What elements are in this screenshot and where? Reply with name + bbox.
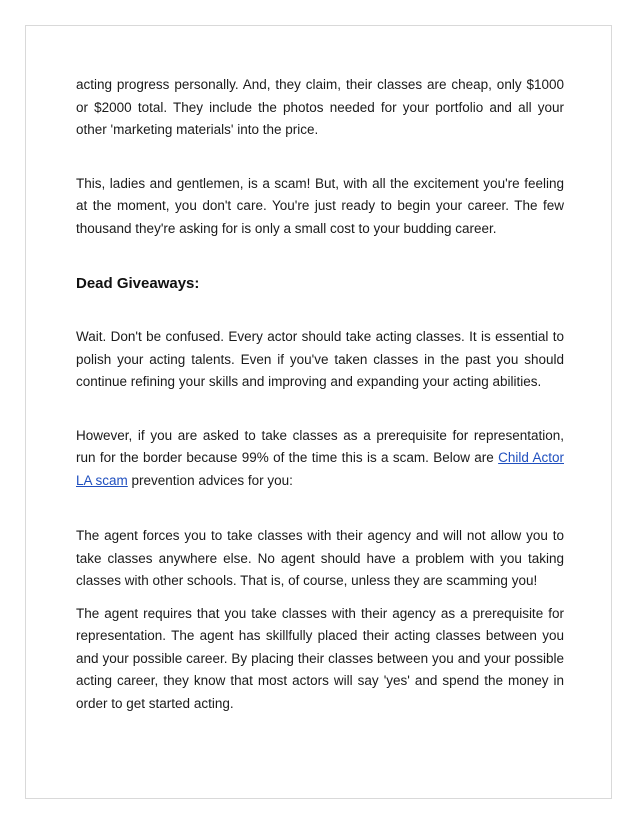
paragraph-scam-warning: This, ladies and gentlemen, is a scam! But, with all the excitement you're feeling at the moment, you don't care. You're just ready to begin your career. The few thousand they're asking for is only a small cost to your budding career. — [76, 175, 564, 236]
paragraph-classes-cost: acting progress personally. And, they claim, their classes are cheap, only $1000 or $2000 total. They include the photos needed for your portfolio and all your other 'marketing materials' into the price. — [76, 77, 564, 137]
paragraph-prerequisite-warning — [76, 425, 564, 493]
document-page — [25, 25, 612, 799]
paragraph-agent-requires-classes: The agent requires that you take classes with their agency as a prerequisite for representation. The agent has skillfully placed their acting classes between you and your possible career. By placing their classes between you and your possible acting career, they know that most actors will say 'yes' and spend the money in order to get started acting. — [76, 605, 564, 711]
child-actor-la-scam-link[interactable]: Child Actor LA scam — [76, 450, 564, 488]
link-paragraph-after: prevention advices for you: — [127, 472, 293, 488]
paragraph-agent-forces-classes: The agent forces you to take classes with their agency and will not allow you to take classes anywhere else. No agent should have a problem with you taking classes with other schools. That is, of course, unless they are scamming you! — [76, 528, 564, 588]
paragraph-take-classes: Wait. Don't be confused. Every actor should take acting classes. It is essential to polish your acting talents. Even if you've taken classes in the past you should continue refining your skills and improving and expanding your acting abilities. — [76, 329, 564, 389]
page-content — [76, 74, 564, 715]
link-paragraph-before: However, if you are asked to take classes as a prerequisite for representation, run for the border because 99% of the time this is a scam. Below are — [76, 427, 564, 465]
section-heading: Dead Giveaways: — [76, 275, 200, 292]
